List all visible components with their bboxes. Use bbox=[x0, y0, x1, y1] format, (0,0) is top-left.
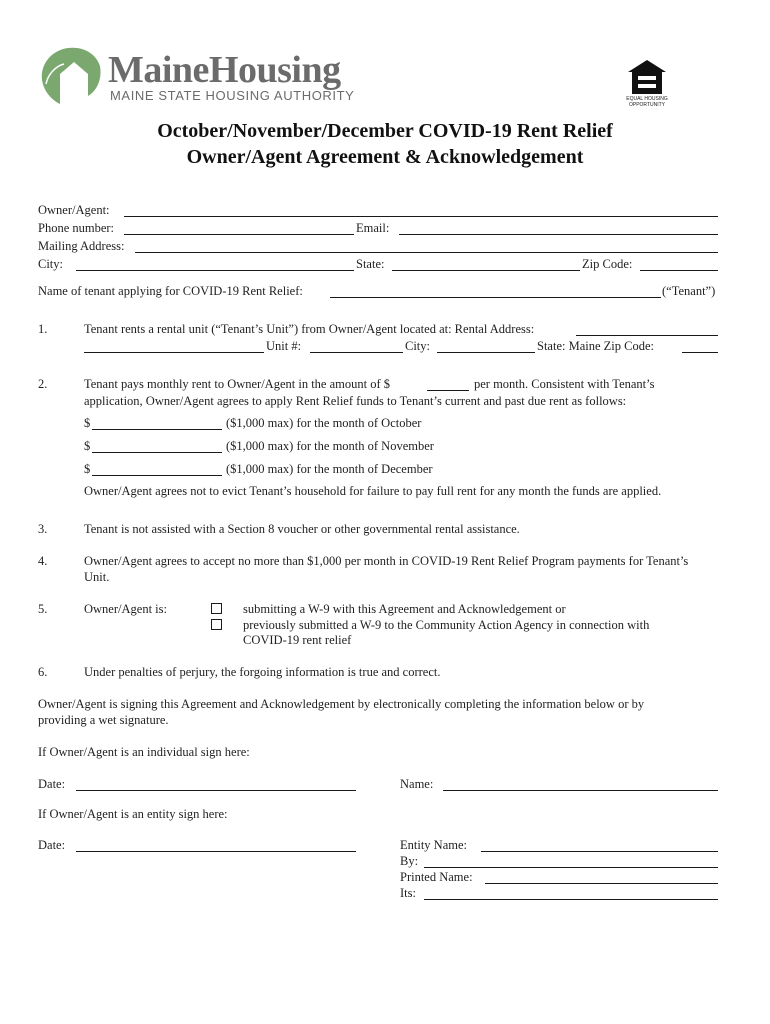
city-field[interactable] bbox=[76, 270, 354, 271]
entity-name-label: Entity Name: bbox=[400, 838, 467, 852]
phone-label: Phone number: bbox=[38, 221, 115, 235]
item-number-4: 4. bbox=[38, 554, 48, 568]
printed-name-field[interactable] bbox=[485, 883, 718, 884]
item-1-city-label: City: bbox=[405, 339, 431, 353]
equal-housing-logo bbox=[624, 58, 670, 108]
unit-label: Unit #: bbox=[266, 339, 302, 353]
city-label: City: bbox=[38, 257, 64, 271]
item-number-3: 3. bbox=[38, 522, 48, 536]
item-number-2: 2. bbox=[38, 377, 48, 391]
rental-address-field-2[interactable] bbox=[84, 352, 264, 353]
mailing-address-field[interactable] bbox=[135, 252, 718, 253]
signing-intro-2: providing a wet signature. bbox=[38, 713, 169, 727]
tenant-suffix: (“Tenant”) bbox=[662, 284, 716, 298]
w9-previously-label: previously submitted a W-9 to the Community Action Agency in connection with bbox=[243, 618, 650, 632]
item-5-label: Owner/Agent is: bbox=[84, 602, 167, 616]
w9-previously-checkbox[interactable] bbox=[211, 619, 222, 630]
item-number-6: 6. bbox=[38, 665, 48, 679]
owner-agent-field[interactable] bbox=[124, 216, 718, 217]
november-amount-field[interactable] bbox=[92, 452, 222, 453]
item-3-text: Tenant is not assisted with a Section 8 voucher or other governmental rental assistance. bbox=[84, 522, 520, 536]
tenant-name-label: Name of tenant applying for COVID-19 Rent Relief: bbox=[38, 284, 303, 298]
item-number-5: 5. bbox=[38, 602, 48, 616]
individual-date-label: Date: bbox=[38, 777, 66, 791]
state-field[interactable] bbox=[392, 270, 580, 271]
w9-submitting-label: submitting a W-9 with this Agreement and Acknowledgement or bbox=[243, 602, 566, 616]
signing-intro: Owner/Agent is signing this Agreement and Acknowledgement by electronically completing the information below or by bbox=[38, 697, 645, 711]
entity-date-label: Date: bbox=[38, 838, 66, 852]
item-4-text-2: Unit. bbox=[84, 570, 110, 584]
item-6-text: Under penalties of perjury, the forgoing information is true and correct. bbox=[84, 665, 441, 679]
entity-name-field[interactable] bbox=[481, 851, 718, 852]
november-label: ($1,000 max) for the month of November bbox=[226, 439, 434, 453]
december-label: ($1,000 max) for the month of December bbox=[226, 462, 433, 476]
december-dollar: $ bbox=[84, 462, 91, 476]
rental-address-field[interactable] bbox=[576, 335, 718, 336]
individual-name-field[interactable] bbox=[443, 790, 718, 791]
form-title-line2: Owner/Agent Agreement & Acknowledgement bbox=[186, 146, 584, 168]
w9-previously-label-2: COVID-19 rent relief bbox=[243, 633, 352, 647]
item-2-rent-text-2: per month. Consistent with Tenant’s bbox=[474, 377, 655, 391]
state-label: State: bbox=[356, 257, 385, 271]
equal-housing-label: EQUAL HOUSING OPPORTUNITY bbox=[626, 96, 668, 108]
email-field[interactable] bbox=[399, 234, 718, 235]
unit-field[interactable] bbox=[310, 352, 403, 353]
zip-label: Zip Code: bbox=[582, 257, 633, 271]
item-2-rent-text: Tenant pays monthly rent to Owner/Agent in the amount of $ bbox=[84, 377, 391, 391]
october-dollar: $ bbox=[84, 416, 91, 430]
mainehousing-logo bbox=[38, 44, 378, 106]
individual-name-label: Name: bbox=[400, 777, 434, 791]
mailing-address-label: Mailing Address: bbox=[38, 239, 125, 253]
tenant-name-field[interactable] bbox=[330, 297, 661, 298]
equal-housing-icon bbox=[624, 58, 670, 96]
by-field[interactable] bbox=[424, 867, 718, 868]
mainehousing-logo-icon bbox=[38, 44, 108, 106]
zip-field[interactable] bbox=[640, 270, 718, 271]
item-4-text: Owner/Agent agrees to accept no more than $1,000 per month in COVID-19 Rent Relief Program payments for Tenant’s bbox=[84, 554, 689, 568]
logo-name: MaineHousing bbox=[108, 49, 341, 91]
entity-heading: If Owner/Agent is an entity sign here: bbox=[38, 807, 228, 821]
item-2-evict-text: Owner/Agent agrees not to evict Tenant’s household for failure to pay full rent for any month the funds are applied. bbox=[84, 484, 662, 498]
item-1-text: Tenant rents a rental unit (“Tenant’s Unit”) from Owner/Agent located at: Rental Address: bbox=[84, 322, 535, 336]
october-amount-field[interactable] bbox=[92, 429, 222, 430]
logo-subtitle: MAINE STATE HOUSING AUTHORITY bbox=[110, 88, 355, 103]
item-1-state-zip-label: State: Maine Zip Code: bbox=[537, 339, 654, 353]
printed-name-label: Printed Name: bbox=[400, 870, 473, 884]
october-label: ($1,000 max) for the month of October bbox=[226, 416, 422, 430]
item-2-apply-text: application, Owner/Agent agrees to apply Rent Relief funds to Tenant’s current and past due rent as follows: bbox=[84, 394, 627, 408]
december-amount-field[interactable] bbox=[92, 475, 222, 476]
its-label: Its: bbox=[400, 886, 416, 900]
by-label: By: bbox=[400, 854, 419, 868]
phone-field[interactable] bbox=[124, 234, 354, 235]
item-1-zip-field[interactable] bbox=[682, 352, 718, 353]
email-label: Email: bbox=[356, 221, 390, 235]
item-number-1: 1. bbox=[38, 322, 48, 336]
individual-date-field[interactable] bbox=[76, 790, 356, 791]
november-dollar: $ bbox=[84, 439, 91, 453]
monthly-rent-field[interactable] bbox=[427, 390, 469, 391]
item-1-city-field[interactable] bbox=[437, 352, 535, 353]
w9-submitting-checkbox[interactable] bbox=[211, 603, 222, 614]
owner-agent-label: Owner/Agent: bbox=[38, 203, 110, 217]
form-title-line1: October/November/December COVID-19 Rent Relief bbox=[157, 120, 613, 142]
its-field[interactable] bbox=[424, 899, 718, 900]
entity-date-field[interactable] bbox=[76, 851, 356, 852]
individual-heading: If Owner/Agent is an individual sign here: bbox=[38, 745, 250, 759]
